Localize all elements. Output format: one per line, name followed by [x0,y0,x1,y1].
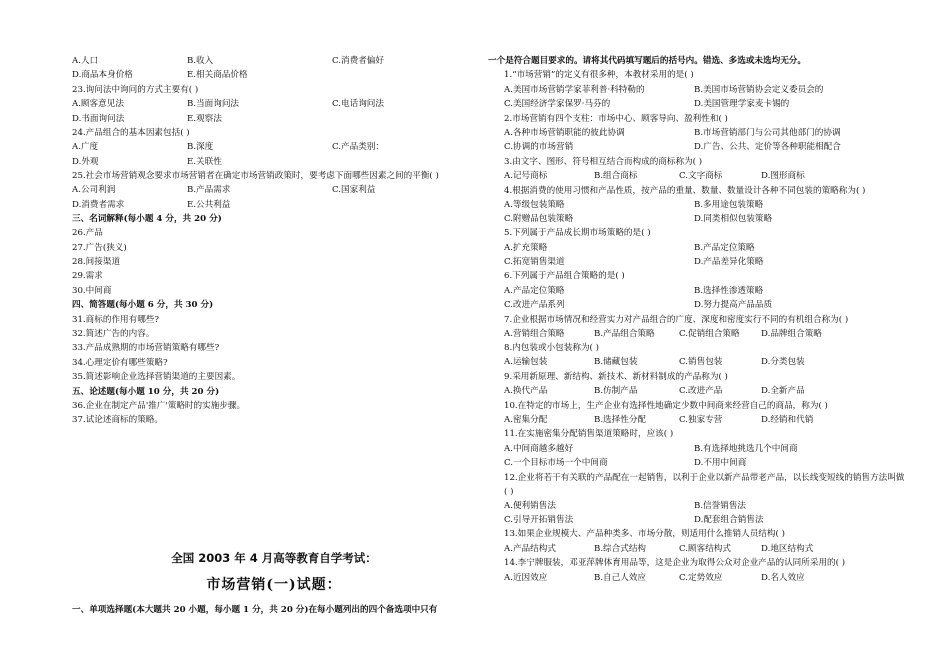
option-row [72,54,476,68]
option: D.配套组合销售法 [694,514,764,525]
option-row [72,140,476,154]
option-row [488,327,906,341]
option: A.人口 [72,56,99,66]
option: C.文字商标 [679,171,723,182]
option: C.销售包装 [679,357,723,368]
option-row [488,140,906,154]
option: D.全新产品 [761,386,805,397]
option: A.换代产品 [504,386,548,397]
option: C.顾客结构式 [679,543,731,554]
option: E.观察法 [187,113,222,124]
option-row [488,212,906,226]
option: E.关联性 [187,156,222,167]
option-row [488,513,906,527]
option: A.产品结构式 [504,543,556,554]
option-row [488,255,906,269]
option: B.市场营销部门与公司其他部门的协调 [694,127,841,138]
option: D.图形商标 [761,171,805,182]
question: 2.市场营销有四个支柱：市场中心、顾客导向、盈利性和( ) [504,113,728,124]
question: 25.社会市场营销观念要求市场营销者在确定市场营销政策时，要考虑下面哪些因素之间的平衡( ) [72,171,439,182]
option: A.等级包装策略 [504,199,565,210]
option: D.经销和代销 [761,414,814,425]
option: A.公司利润 [72,185,116,196]
option: A.各种市场营销职能的彼此协调 [504,127,625,138]
option: B.选择性渗透策略 [694,285,764,296]
option: E.相关商品价格 [187,70,248,81]
option-row [488,413,906,427]
option: B.当面询问法 [187,99,240,110]
question: 34.心理定价有哪些策略? [72,357,168,368]
option: D.书面询问法 [72,113,125,124]
option: C.拓宽销售渠道 [504,257,565,268]
option: A.产品定位策略 [504,285,565,296]
option: B.多用途包装策略 [694,199,764,210]
option: D.消费者需求 [72,199,125,210]
question: 10.在特定的市场上，生产企业有选择性地确定少数中间商来经营自己的商品，称为( ) [504,400,828,411]
option-row [488,571,906,585]
option: C.一个目标市场一个中间商 [504,458,608,469]
option: A.中间商越多越好 [504,443,574,454]
option: A.近因效应 [504,572,548,583]
option: A.密集分配 [504,414,548,425]
question: 33.产品成熟期的市场营销策略有哪些? [72,343,220,354]
option-row [488,284,906,298]
section-heading: 三、名词解释(每小题 4 分，共 20 分) [72,213,222,224]
option: C.定势效应 [679,572,723,583]
question: 27.广告(狭义) [72,242,127,253]
question: 8.内包装或小包装称为( ) [504,343,599,354]
option: D.努力提高产品品质 [694,300,773,311]
option: D.名人效应 [761,572,805,583]
option: A.广度 [72,142,99,153]
option: C.产品类别： [332,142,384,153]
option-row [488,83,906,97]
exam-subtitle: 市场营销(一)试题： [206,577,342,593]
question: 12.企业将若干有关联的产品配在一起销售，以利于企业以新产品带老产品，以长线变短线的销售方法叫做( ) [504,472,905,497]
option: B.储藏包装 [594,357,638,368]
option: B.产品组合策略 [594,328,655,339]
option-row [488,542,906,556]
question: 28.间接渠道 [72,257,121,268]
option: E.公共利益 [187,199,231,210]
question: 5.下列属于产品成长期市场策略的是( ) [504,228,651,239]
left-column [72,54,476,428]
option: B.美国市场营销协会定义委员会的 [694,84,824,95]
section-instruction: 一个是符合题目要求的。请将其代码填写题后的括号内。错选、多选或未选均无分。 [488,56,806,66]
option-row [488,384,906,398]
question: 29.需求 [72,271,103,282]
option-row [488,126,906,140]
option: B.选择性分配 [594,414,647,425]
option: B.收入 [187,56,214,66]
option: A.营销组合策略 [504,328,565,339]
question: 14.李宁牌服装，邓亚萍牌体育用品等，这是企业为取得公众对企业产品的认同所采用的( ) [504,558,846,569]
option: B.有选择地挑选几个中间商 [694,443,798,454]
question: 1.“市场营销”的定义有很多种，本教材采用的是( ) [504,70,694,81]
option-row [72,112,476,126]
option-row [488,456,906,470]
option: C.消费者偏好 [332,56,384,66]
question: 32.简述广告的内容。 [72,329,155,340]
section-heading: 五、论述题(每小题 10 分，共 20 分) [72,386,220,397]
question: 4.根据消费的使用习惯和产品性质，按产品的重量、数量、数量设计各种不同包装的策略称为( ) [504,185,866,196]
option: B.自己人效应 [594,572,647,583]
option: D.品牌组合策略 [761,328,822,339]
section-one-instruction: 一、单项选择题(本大题共 20 小题，每小题 1 分，共 20 分)在每小题列出的四个备选项中只有 [72,605,438,615]
question: 26.产品 [72,228,103,239]
option: B.产品需求 [187,185,231,196]
option: A.运输包装 [504,357,548,368]
question: 11.在实施密集分配销售渠道策略时，应该( ) [504,429,674,440]
question: 30.中间商 [72,285,112,296]
question: 36.企业在制定产品'推广'策略时的实施步骤。 [72,400,246,411]
option-row [488,241,906,255]
option: B.组合商标 [594,171,638,182]
question: 24.产品组合的基本因素包括( ) [72,127,190,138]
option-row [488,442,906,456]
option: B.产品定位策略 [694,242,755,253]
option-row [488,499,906,513]
right-column [488,54,906,585]
option: C.电话询问法 [332,99,384,110]
option: C.国家利益 [332,185,376,196]
question: 3.由文字、图形、符号相互结合而构成的商标称为( ) [504,156,703,167]
option: D.美国管理学家麦卡锡的 [694,99,790,110]
option-row [488,198,906,212]
question: 7.企业根据市场情况和经营实力对产品组合的广度、深度和密度实行不同的有机组合称为( ) [504,314,849,325]
option: A.扩充策略 [504,242,548,253]
option: D.商品本身价格 [72,70,133,81]
option: B.仿制产品 [594,386,638,397]
option-row [488,355,906,369]
option: C.附赠品包装策略 [504,213,574,224]
option: A.记号商标 [504,171,548,182]
option-row [488,169,906,183]
option: A.便利销售法 [504,500,556,511]
option: B.深度 [187,142,214,153]
option-row [72,97,476,111]
question: 9.采用新原理、新结构、新技术、新材料制成的产品称为( ) [504,371,728,382]
question: 31.商标的作用有哪些? [72,314,160,325]
option: B.信誉销售法 [694,500,747,511]
option: C.引导开拓销售法 [504,514,574,525]
option: D.分类包装 [761,357,805,368]
option: C.美国经济学家保罗·马芬的 [504,99,611,110]
option: D.地区结构式 [761,543,814,554]
question: 13.如果企业规模大、产品种类多、市场分散，则适用什么推销人员结构( ) [504,529,785,540]
question: 23.询问法中询问的方式主要有( ) [72,84,199,95]
option: C.协调的市场营销 [504,142,574,153]
question: 37.试论述商标的策略。 [72,415,164,426]
question: 6.下列属于产品组合策略的是( ) [504,271,625,282]
option: D.外观 [72,156,99,167]
option-row [72,155,476,169]
option: C.独家专营 [679,414,723,425]
exam-title: 全国 2003 年 4 月高等教育自学考试： [171,551,377,565]
option: D.产品差异化策略 [694,257,764,268]
option-row [72,183,476,197]
option: D.广告、公共、定价等各种职能相配合 [694,142,841,153]
option-row [488,97,906,111]
option: D.同类相似包装策略 [694,213,773,224]
section-heading: 四、简答题(每小题 6 分，共 30 分) [72,300,214,311]
option: D.不用中间商 [694,458,747,469]
option: C.改进产品系列 [504,300,565,311]
option-row [72,68,476,82]
option: A.顾客意见法 [72,99,124,110]
option: C.改进产品 [679,386,723,397]
option: C.促销组合策略 [679,328,740,339]
option: A.美国市场营销学家菲利普·科特勒的 [504,84,645,95]
option-row [72,198,476,212]
option-row [488,298,906,312]
question: 35.简述影响企业选择营销渠道的主要因素。 [72,372,241,383]
option: B.综合式结构 [594,543,647,554]
